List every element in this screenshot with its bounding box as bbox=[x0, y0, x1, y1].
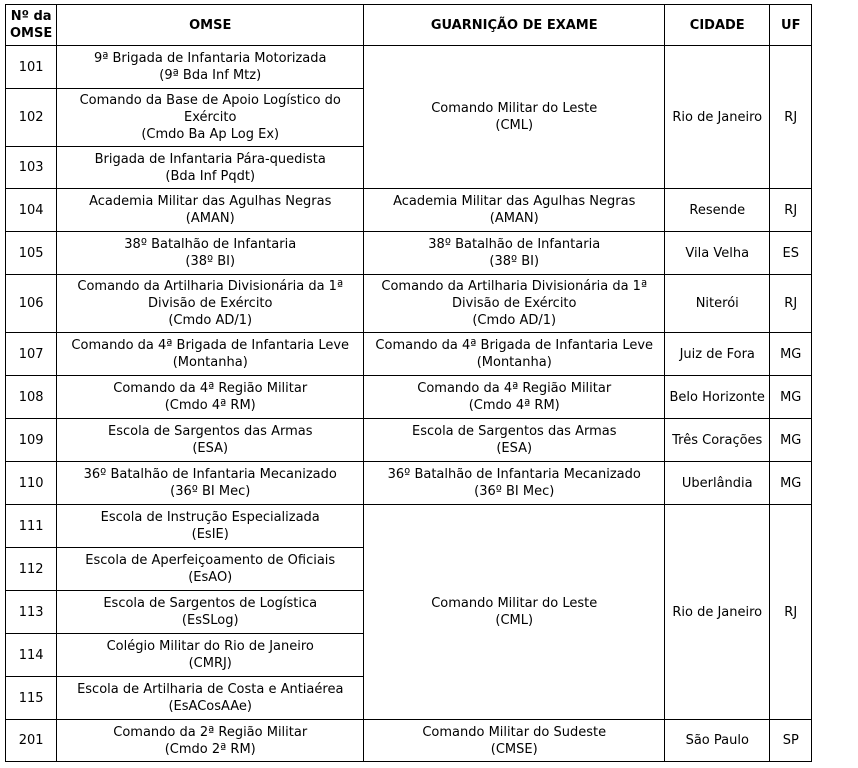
guarnicao-cell bbox=[364, 232, 665, 275]
omse-name-line: Exército bbox=[184, 110, 237, 125]
omse-name bbox=[57, 419, 364, 462]
omse-name-line: 38º Batalhão de Infantaria bbox=[124, 237, 297, 252]
uf-cell: MG bbox=[770, 333, 812, 376]
omse-name-line: Colégio Militar do Rio de Janeiro bbox=[106, 639, 314, 654]
guarnicao-name: 38º Batalhão de Infantaria bbox=[428, 237, 601, 252]
omse-number: 104 bbox=[6, 189, 57, 232]
omse-abbr: (Cmdo Ba Ap Log Ex) bbox=[141, 127, 280, 142]
cidade-cell: Belo Horizonte bbox=[665, 376, 770, 419]
header-uf: UF bbox=[770, 5, 812, 46]
table-row bbox=[6, 232, 812, 275]
guarnicao-cell bbox=[364, 720, 665, 762]
cidade-cell: Vila Velha bbox=[665, 232, 770, 275]
guarnicao-abbr: (Cmdo 4ª RM) bbox=[468, 398, 560, 413]
cidade-cell: Rio de Janeiro bbox=[665, 505, 770, 720]
header-cidade: CIDADE bbox=[665, 5, 770, 46]
guarnicao-name: Comando da 4ª Brigada de Infantaria Leve bbox=[375, 338, 654, 353]
omse-name-line: Comando da 4ª Brigada de Infantaria Leve bbox=[71, 338, 350, 353]
omse-abbr: (EsSLog) bbox=[181, 613, 239, 628]
omse-name bbox=[57, 333, 364, 376]
omse-name-line: Escola de Instrução Especializada bbox=[100, 510, 320, 525]
table-row bbox=[6, 720, 812, 762]
omse-name-line: Comando da Artilharia Divisionária da 1ª bbox=[77, 279, 344, 294]
cidade-cell: São Paulo bbox=[665, 720, 770, 762]
uf-cell: SP bbox=[770, 720, 812, 762]
guarnicao-abbr: (38º BI) bbox=[489, 254, 540, 269]
uf-cell: MG bbox=[770, 376, 812, 419]
omse-name bbox=[57, 189, 364, 232]
omse-number: 112 bbox=[6, 548, 57, 591]
cidade-cell: Uberlândia bbox=[665, 462, 770, 505]
header-guarnicao: GUARNIÇÃO DE EXAME bbox=[364, 5, 665, 46]
omse-number: 110 bbox=[6, 462, 57, 505]
omse-number: 115 bbox=[6, 677, 57, 720]
omse-abbr: (Montanha) bbox=[172, 355, 248, 370]
omse-number: 106 bbox=[6, 275, 57, 333]
uf-cell: RJ bbox=[770, 46, 812, 189]
omse-name bbox=[57, 147, 364, 189]
guarnicao-abbr: (ESA) bbox=[496, 441, 533, 456]
omse-name-line: Escola de Sargentos de Logística bbox=[103, 596, 318, 611]
omse-name bbox=[57, 232, 364, 275]
omse-name bbox=[57, 89, 364, 147]
table-row bbox=[6, 46, 812, 89]
omse-abbr: (EsACosAAe) bbox=[168, 699, 252, 714]
guarnicao-name: Comando Militar do Leste bbox=[431, 101, 598, 116]
omse-table bbox=[5, 4, 812, 762]
header-num-line2: OMSE bbox=[10, 26, 53, 41]
omse-number: 101 bbox=[6, 46, 57, 89]
omse-number: 201 bbox=[6, 720, 57, 762]
omse-abbr: (EsAO) bbox=[188, 570, 233, 585]
omse-name-line: Academia Militar das Agulhas Negras bbox=[89, 194, 332, 209]
omse-name bbox=[57, 46, 364, 89]
table-row bbox=[6, 462, 812, 505]
cidade-cell: Rio de Janeiro bbox=[665, 46, 770, 189]
omse-abbr: (Cmdo 2ª RM) bbox=[164, 741, 256, 757]
omse-name bbox=[57, 591, 364, 634]
guarnicao-name: Escola de Sargentos das Armas bbox=[411, 424, 617, 439]
header-omse: OMSE bbox=[57, 5, 364, 46]
omse-number: 109 bbox=[6, 419, 57, 462]
guarnicao-cell bbox=[364, 376, 665, 419]
header-row bbox=[6, 5, 812, 46]
cidade-cell: Niterói bbox=[665, 275, 770, 333]
guarnicao-cell bbox=[364, 46, 665, 189]
uf-cell: RJ bbox=[770, 189, 812, 232]
omse-abbr: (CMRJ) bbox=[188, 656, 232, 671]
omse-abbr: (9ª Bda Inf Mtz) bbox=[159, 68, 262, 83]
omse-number: 108 bbox=[6, 376, 57, 419]
uf-cell: ES bbox=[770, 232, 812, 275]
omse-number: 113 bbox=[6, 591, 57, 634]
guarnicao-cell bbox=[364, 462, 665, 505]
guarnicao-cell bbox=[364, 333, 665, 376]
uf-cell: RJ bbox=[770, 505, 812, 720]
omse-name bbox=[57, 462, 364, 505]
omse-name-line: Brigada de Infantaria Pára-quedista bbox=[94, 151, 326, 167]
guarnicao-name: Comando da Artilharia Divisionária da 1ª bbox=[381, 279, 648, 294]
table-row bbox=[6, 505, 812, 548]
cidade-cell: Resende bbox=[665, 189, 770, 232]
cidade-cell: Juiz de Fora bbox=[665, 333, 770, 376]
omse-number: 114 bbox=[6, 634, 57, 677]
omse-name bbox=[57, 634, 364, 677]
omse-name bbox=[57, 376, 364, 419]
omse-abbr: (Cmdo 4ª RM) bbox=[164, 398, 256, 413]
omse-abbr: (EsIE) bbox=[191, 527, 229, 542]
omse-name-line: 9ª Brigada de Infantaria Motorizada bbox=[93, 51, 327, 66]
guarnicao-abbr: (Montanha) bbox=[476, 355, 552, 370]
guarnicao-name: Divisão de Exército bbox=[451, 296, 577, 311]
omse-name bbox=[57, 548, 364, 591]
omse-name-line: Escola de Artilharia de Costa e Antiaérea bbox=[77, 682, 344, 697]
omse-number: 107 bbox=[6, 333, 57, 376]
omse-name-line: Comando da Base de Apoio Logístico do bbox=[79, 93, 341, 108]
guarnicao-name: 36º Batalhão de Infantaria Mecanizado bbox=[387, 467, 641, 482]
omse-abbr: (36º BI Mec) bbox=[170, 484, 251, 499]
header-num-line1: Nº da bbox=[10, 9, 52, 24]
guarnicao-abbr: (CML) bbox=[495, 613, 534, 628]
omse-name bbox=[57, 505, 364, 548]
guarnicao-cell bbox=[364, 189, 665, 232]
guarnicao-cell bbox=[364, 275, 665, 333]
omse-number: 105 bbox=[6, 232, 57, 275]
guarnicao-abbr: (CMSE) bbox=[490, 741, 538, 757]
omse-abbr: (ESA) bbox=[192, 441, 229, 456]
omse-name-line: Comando da 2ª Região Militar bbox=[113, 724, 308, 740]
omse-abbr: (Bda Inf Pqdt) bbox=[165, 168, 256, 184]
omse-number: 103 bbox=[6, 147, 57, 189]
omse-abbr: (AMAN) bbox=[185, 211, 235, 226]
uf-cell: RJ bbox=[770, 275, 812, 333]
omse-name bbox=[57, 275, 364, 333]
omse-name bbox=[57, 677, 364, 720]
omse-number: 102 bbox=[6, 89, 57, 147]
omse-number: 111 bbox=[6, 505, 57, 548]
omse-name-line: Escola de Aperfeiçoamento de Oficiais bbox=[85, 553, 336, 568]
guarnicao-name: Comando Militar do Leste bbox=[431, 596, 598, 611]
header-num-omse bbox=[6, 5, 57, 46]
omse-name-line: Comando da 4ª Região Militar bbox=[113, 381, 308, 396]
table-row bbox=[6, 376, 812, 419]
omse-name bbox=[57, 720, 364, 762]
omse-abbr: (38º BI) bbox=[185, 254, 236, 269]
table-row bbox=[6, 333, 812, 376]
guarnicao-name: Academia Militar das Agulhas Negras bbox=[393, 194, 636, 209]
cidade-cell: Três Corações bbox=[665, 419, 770, 462]
uf-cell: MG bbox=[770, 419, 812, 462]
guarnicao-name: Comando da 4ª Região Militar bbox=[417, 381, 612, 396]
guarnicao-name: Comando Militar do Sudeste bbox=[422, 724, 607, 740]
guarnicao-abbr: (AMAN) bbox=[489, 211, 539, 226]
omse-name-line: Escola de Sargentos das Armas bbox=[107, 424, 313, 439]
uf-cell: MG bbox=[770, 462, 812, 505]
omse-abbr: (Cmdo AD/1) bbox=[168, 313, 253, 328]
table-row bbox=[6, 419, 812, 462]
guarnicao-abbr: (CML) bbox=[495, 118, 534, 133]
table-row bbox=[6, 189, 812, 232]
guarnicao-cell bbox=[364, 419, 665, 462]
table-row bbox=[6, 275, 812, 333]
guarnicao-abbr: (36º BI Mec) bbox=[474, 484, 555, 499]
guarnicao-abbr: (Cmdo AD/1) bbox=[472, 313, 557, 328]
guarnicao-cell bbox=[364, 505, 665, 720]
omse-name-line: Divisão de Exército bbox=[147, 296, 273, 311]
omse-name-line: 36º Batalhão de Infantaria Mecanizado bbox=[83, 467, 337, 482]
